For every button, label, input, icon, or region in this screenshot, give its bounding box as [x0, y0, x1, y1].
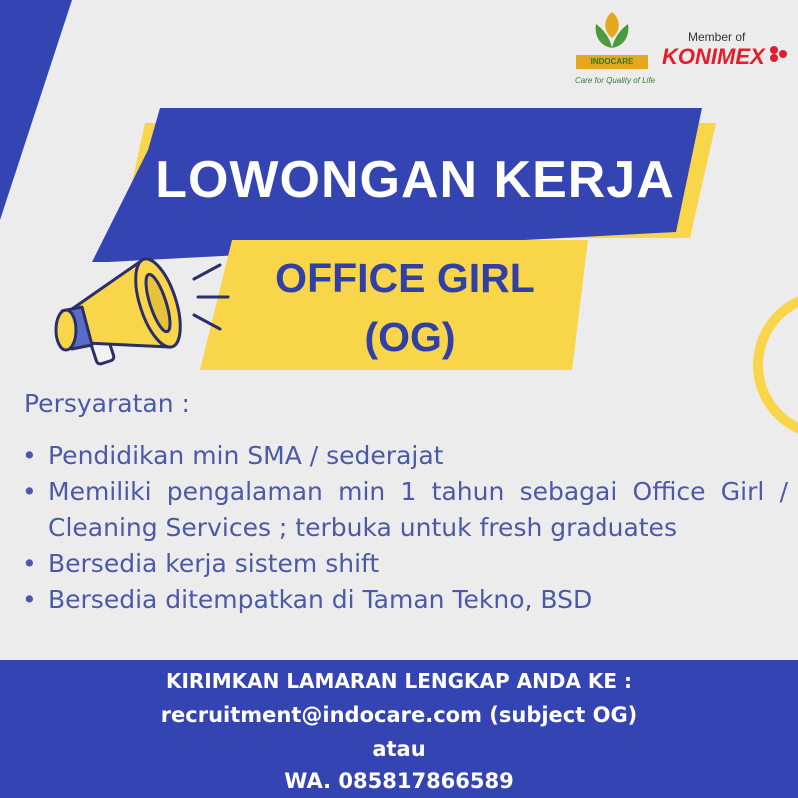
list-item: • Memiliki pengalaman min 1 tahun sebagai Office Girl / Cleaning Services ; terbuka untuk fresh graduates — [18, 474, 788, 546]
member-of-label: Member of — [688, 30, 746, 44]
logo-tagline: Care for Quality of Life — [574, 76, 656, 85]
contact-email: recruitment@indocare.com (subject OG) — [160, 703, 638, 727]
contact-footer — [0, 660, 798, 798]
logo-name: INDOCARE — [576, 55, 648, 69]
list-item: • Pendidikan min SMA / sederajat — [18, 438, 788, 474]
page-title: LOWONGAN KERJA — [155, 151, 675, 209]
contact-or: atau — [372, 737, 426, 761]
requirements-list — [18, 438, 788, 618]
contact-heading: KIRIMKAN LAMARAN LENGKAP ANDA KE : — [165, 669, 633, 693]
list-item: • Bersedia ditempatkan di Taman Tekno, BSD — [18, 582, 788, 618]
job-position: OFFICE GIRL — [275, 255, 535, 301]
indocare-logo — [590, 8, 634, 56]
corner-stripe — [0, 0, 72, 220]
decor-ring — [758, 295, 798, 435]
requirements-heading: Persyaratan : — [24, 389, 190, 418]
konimex-logo: KONIMEX — [662, 44, 765, 69]
konimex-dots-icon — [766, 44, 792, 64]
megaphone-icon — [52, 235, 232, 375]
contact-whatsapp: WA. 085817866589 — [284, 769, 514, 793]
job-position-abbr: (OG) — [364, 314, 456, 360]
list-item: • Bersedia kerja sistem shift — [18, 546, 788, 582]
